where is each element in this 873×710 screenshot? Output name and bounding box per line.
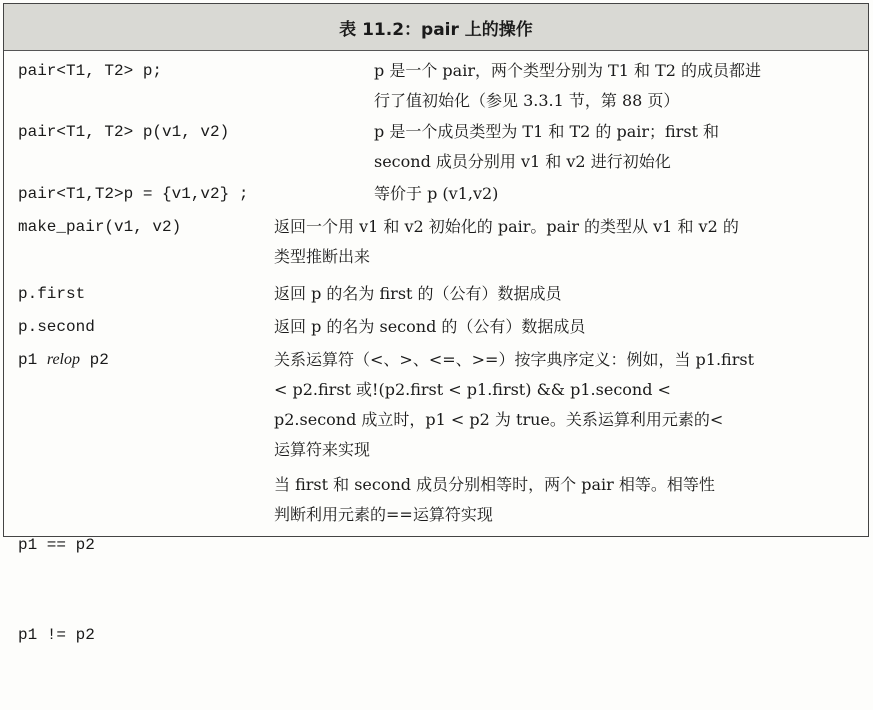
description-cell: 当 first 和 second 成员分别相等时，两个 pair 相等。相等性 判断利用元素的==运算符实现 bbox=[274, 475, 715, 524]
description-cell: 等价于 p (v1,v2) bbox=[374, 184, 499, 203]
pair-operations-table bbox=[3, 3, 869, 644]
operation-cell: pair<T1, T2> p; bbox=[18, 62, 163, 80]
operation-cell: make_pair(v1, v2) bbox=[18, 218, 182, 236]
operation-cell: pair<T1, T2> p(v1, v2) bbox=[18, 123, 230, 141]
operation-cell: pair<T1,T2>p = {v1,v2} ; bbox=[18, 185, 249, 203]
description-cell: p 是一个成员类型为 T1 和 T2 的 pair；first 和 second 成员分别用 v1 和 v2 进行初始化 bbox=[374, 122, 720, 171]
description-cell: p 是一个 pair，两个类型分别为 T1 和 T2 的成员都进 行了值初始化（参见 3.3.1 节，第 88 页） bbox=[374, 61, 762, 110]
table-title: 表 11.2：pair 上的操作 bbox=[4, 4, 868, 51]
operation-cell: p.second bbox=[18, 318, 95, 336]
operation-cell: p1 relop p2 bbox=[18, 351, 109, 369]
operation-cell: p.first bbox=[18, 285, 86, 303]
description-cell: 关系运算符（<、>、<=、>=）按字典序定义：例如，当 p1.first < p2.first 或!(p2.first < p1.first) && p1.second < p2.second 成立时，p1 < p2 为 true。关系运算利用元素的< 运算符来实现 bbox=[274, 350, 754, 459]
description-cell: 返回一个用 v1 和 v2 初始化的 pair。pair 的类型从 v1 和 v2 的 类型推断出来 bbox=[274, 217, 739, 266]
description-cell: 返回 p 的名为 second 的（公有）数据成员 bbox=[274, 317, 586, 336]
description-cell: 返回 p 的名为 first 的（公有）数据成员 bbox=[274, 284, 562, 303]
operation-cell: p1 == p2 p1 != p2 bbox=[18, 536, 95, 644]
